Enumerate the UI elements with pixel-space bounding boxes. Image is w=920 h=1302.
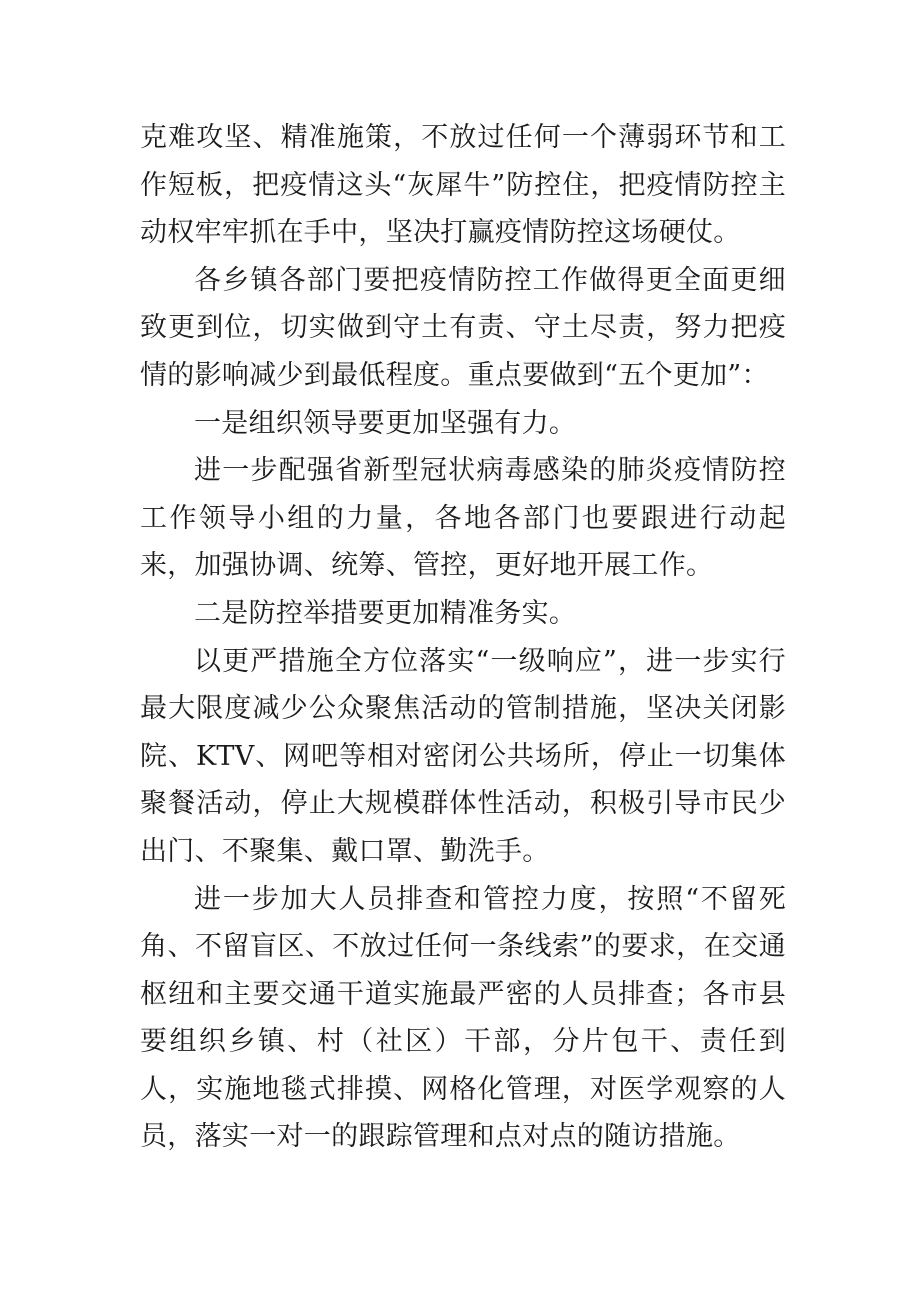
paragraph-4: 进一步配强省新型冠状病毒感染的肺炎疫情防控工作领导小组的力量，各地各部门也要跟进行动起来，加强协调、统筹、管控，更好地开展工作。 — [140, 455, 786, 582]
paragraph-6: 以更严措施全方位落实“一级响应”，进一步实行最大限度减少公众聚焦活动的管制措施，坚决关闭影院、KTV、网吧等相对密闭公共场所，停止一切集体聚餐活动，停止大规模群体性活动，积极引导市民少出门、不聚集、戴口罩、勤洗手。 — [140, 645, 786, 867]
paragraph-2: 各乡镇各部门要把疫情防控工作做得更全面更细致更到位，切实做到守土有责、守土尽责，努力把疫情的影响减少到最低程度。重点要做到“五个更加”： — [140, 264, 786, 391]
paragraph-1: 克难攻坚、精准施策，不放过任何一个薄弱环节和工作短板，把疫情这头“灰犀牛”防控住，把疫情防控主动权牢牢抓在手中，坚决打赢疫情防控这场硬仗。 — [140, 122, 786, 249]
paragraph-7: 进一步加大人员排查和管控力度，按照“不留死角、不留盲区、不放过任何一条线索”的要求，在交通枢纽和主要交通干道实施最严密的人员排查；各市县要组织乡镇、村（社区）干部，分片包干、责任到人，实施地毯式排摸、网格化管理，对医学观察的人员，落实一对一的跟踪管理和点对点的随访措施。 — [140, 883, 786, 1153]
document-body — [140, 114, 786, 1161]
paragraph-5-heading-two: 二是防控举措要更加精准务实。 — [194, 597, 577, 629]
paragraph-3-heading-one: 一是组织领导要更加坚强有力。 — [194, 407, 577, 439]
